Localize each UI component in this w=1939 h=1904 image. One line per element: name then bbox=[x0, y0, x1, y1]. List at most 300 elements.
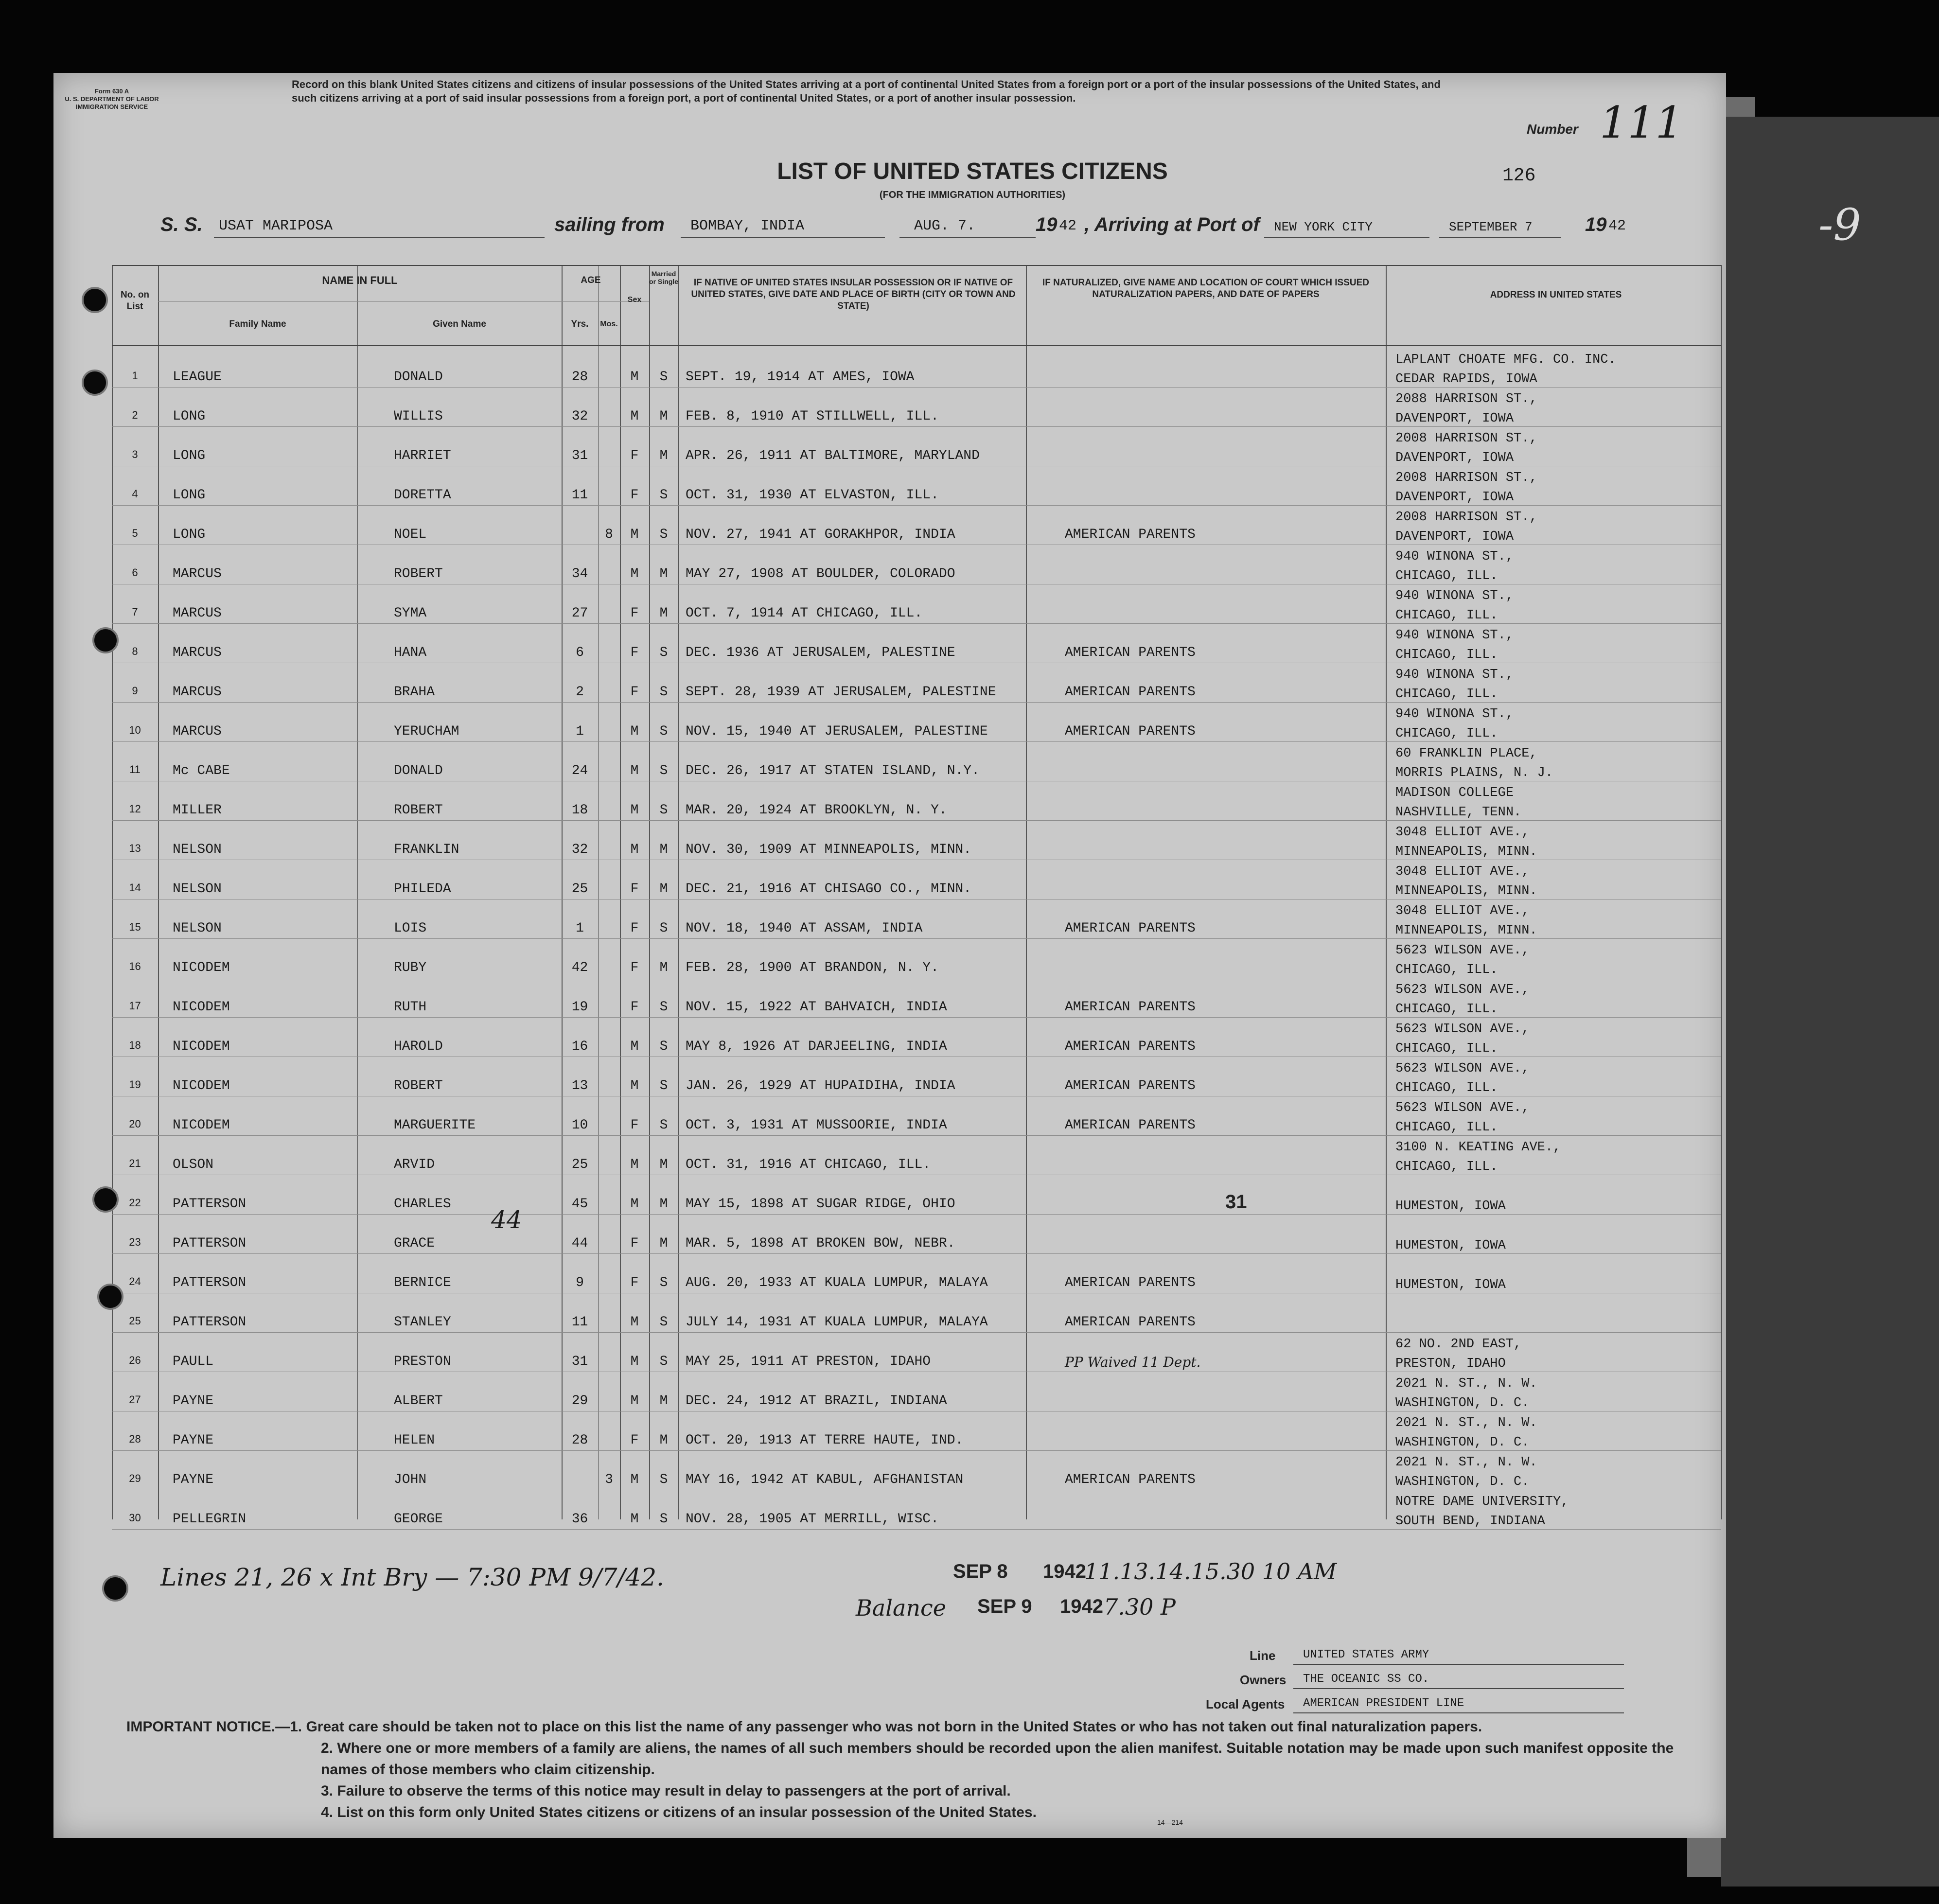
address-line-2: DAVENPORT, IOWA bbox=[1395, 451, 1514, 465]
family-name: LEAGUE bbox=[173, 370, 222, 385]
family-name: NELSON bbox=[173, 881, 222, 897]
row-number: 7 bbox=[132, 606, 138, 618]
charles-note: 44 bbox=[491, 1206, 522, 1234]
footer-code: 14—214 bbox=[1157, 1818, 1183, 1826]
birth-info: MAY 25, 1911 AT PRESTON, IDAHO bbox=[686, 1354, 931, 1369]
sex: F bbox=[630, 448, 639, 463]
age-years: 25 bbox=[571, 881, 588, 897]
age-years: 11 bbox=[571, 488, 588, 503]
sex: M bbox=[630, 1039, 639, 1054]
address-line-1: 3100 N. KEATING AVE., bbox=[1395, 1140, 1561, 1155]
birth-info: SEPT. 28, 1939 AT JERUSALEM, PALESTINE bbox=[686, 685, 996, 700]
notice-1: 1. Great care should be taken not to place on this list the name of any passenger who was not born in the United States or who has not taken out final naturalization papers. bbox=[290, 1719, 1482, 1735]
arr-year-prefix: 19 bbox=[1585, 214, 1607, 235]
age-years: 1 bbox=[576, 724, 584, 739]
age-years: 36 bbox=[571, 1512, 588, 1527]
address-line-2: CHICAGO, ILL. bbox=[1395, 648, 1498, 662]
family-name: MARCUS bbox=[173, 685, 222, 700]
header-mos: Mos. bbox=[600, 320, 618, 328]
age-years: 32 bbox=[571, 409, 588, 424]
number-value: 111 bbox=[1600, 97, 1683, 148]
family-name: LONG bbox=[173, 409, 206, 424]
given-name: LOIS bbox=[394, 921, 427, 936]
row-number: 9 bbox=[132, 685, 138, 697]
birth-info: OCT. 7, 1914 AT CHICAGO, ILL. bbox=[686, 606, 923, 621]
address-line-2: WASHINGTON, D. C. bbox=[1395, 1475, 1530, 1489]
sex: F bbox=[630, 1433, 639, 1448]
row-number: 10 bbox=[129, 724, 141, 736]
page-title: LIST OF UNITED STATES CITIZENS bbox=[777, 159, 1168, 184]
family-name: PAYNE bbox=[173, 1433, 214, 1448]
address-line-2: HUMESTON, IOWA bbox=[1395, 1199, 1506, 1214]
notice-3: 3. Failure to observe the terms of this notice may result in delay to passengers at the port of arrival. bbox=[321, 1783, 1011, 1799]
sex: M bbox=[630, 409, 639, 424]
address-line-2: CHICAGO, ILL. bbox=[1395, 1160, 1498, 1174]
family-name: PATTERSON bbox=[173, 1197, 247, 1212]
birth-info: AUG. 20, 1933 AT KUALA LUMPUR, MALAYA bbox=[686, 1275, 988, 1290]
address-line-2: CHICAGO, ILL. bbox=[1395, 687, 1498, 702]
given-name: DORETTA bbox=[394, 488, 451, 503]
naturalization-info: AMERICAN PARENTS bbox=[1065, 1315, 1196, 1330]
arrival-date: SEPTEMBER 7 bbox=[1449, 220, 1533, 234]
row-number: 3 bbox=[132, 448, 138, 460]
row-number: 24 bbox=[129, 1275, 141, 1287]
address-line-1: 940 WINONA ST., bbox=[1395, 549, 1514, 564]
given-name: PRESTON bbox=[394, 1354, 451, 1369]
given-name: CHARLES bbox=[394, 1197, 451, 1212]
address-line-2: MINNEAPOLIS, MINN. bbox=[1395, 845, 1537, 859]
notice-4: 4. List on this form only United States citizens or citizens of an insular possession of the United States. bbox=[321, 1804, 1037, 1820]
sex: M bbox=[630, 1393, 639, 1409]
binder-hole bbox=[92, 1186, 119, 1213]
marital-status: S bbox=[659, 1315, 668, 1330]
agents-value: AMERICAN PRESIDENT LINE bbox=[1303, 1697, 1464, 1710]
row-number: 23 bbox=[129, 1236, 141, 1248]
marital-status: S bbox=[659, 1354, 668, 1369]
header-address: ADDRESS IN UNITED STATES bbox=[1490, 290, 1622, 300]
row-number: 1 bbox=[132, 370, 138, 382]
marital-status: S bbox=[659, 488, 668, 503]
age-years: 42 bbox=[571, 960, 588, 975]
given-name: GEORGE bbox=[394, 1512, 443, 1527]
address-line-1: 2021 N. ST., N. W. bbox=[1395, 1455, 1537, 1470]
address-line-2: CHICAGO, ILL. bbox=[1395, 726, 1498, 741]
address-line-2: PRESTON, IDAHO bbox=[1395, 1357, 1506, 1371]
address-line-1: 5623 WILSON AVE., bbox=[1395, 1101, 1530, 1115]
sex: F bbox=[630, 960, 639, 975]
address-line-1: 2008 HARRISON ST., bbox=[1395, 431, 1537, 446]
age-years: 24 bbox=[571, 763, 588, 778]
sex: M bbox=[630, 842, 639, 857]
age-years: 18 bbox=[571, 803, 588, 818]
marital-status: S bbox=[659, 1512, 668, 1527]
form-number: Form 630 A bbox=[94, 88, 129, 95]
address-line-1: 2088 HARRISON ST., bbox=[1395, 392, 1537, 406]
marital-status: S bbox=[659, 645, 668, 660]
binder-hole bbox=[102, 1575, 128, 1602]
birth-info: MAR. 20, 1924 AT BROOKLYN, N. Y. bbox=[686, 803, 947, 818]
age-years: 28 bbox=[571, 370, 588, 385]
sex: M bbox=[630, 1472, 639, 1487]
naturalization-info: AMERICAN PARENTS bbox=[1065, 1118, 1196, 1133]
family-name: MILLER bbox=[173, 803, 222, 818]
address-line-1: NOTRE DAME UNIVERSITY, bbox=[1395, 1495, 1569, 1509]
marital-status: M bbox=[659, 881, 668, 897]
address-line-2: DAVENPORT, IOWA bbox=[1395, 529, 1514, 544]
from-label: sailing from bbox=[554, 214, 665, 235]
line-label: Line bbox=[1250, 1648, 1276, 1663]
birth-info: NOV. 28, 1905 AT MERRILL, WISC. bbox=[686, 1512, 939, 1527]
age-years: 34 bbox=[571, 566, 588, 582]
side-mark: -9 bbox=[1818, 199, 1861, 250]
birth-info: OCT. 31, 1916 AT CHICAGO, ILL. bbox=[686, 1157, 931, 1172]
stamp-31: 31 bbox=[1225, 1191, 1247, 1213]
header-married: Married or Single bbox=[649, 270, 678, 285]
birth-info: JAN. 26, 1929 AT HUPAIDIHA, INDIA bbox=[686, 1078, 955, 1093]
address-line-1: 5623 WILSON AVE., bbox=[1395, 983, 1530, 997]
sex: M bbox=[630, 1512, 639, 1527]
address-line-1: 5623 WILSON AVE., bbox=[1395, 1061, 1530, 1076]
owners-label: Owners bbox=[1240, 1673, 1287, 1687]
header-name: NAME IN FULL bbox=[322, 274, 398, 286]
address-line-2: DAVENPORT, IOWA bbox=[1395, 411, 1514, 426]
age-years: 1 bbox=[576, 921, 584, 936]
given-name: WILLIS bbox=[394, 409, 443, 424]
family-name: LONG bbox=[173, 527, 206, 542]
given-name: ALBERT bbox=[394, 1393, 443, 1409]
header-no: No. on List bbox=[120, 290, 150, 312]
birth-info: DEC. 21, 1916 AT CHISAGO CO., MINN. bbox=[686, 881, 972, 897]
address-line-1: 5623 WILSON AVE., bbox=[1395, 943, 1530, 958]
naturalization-info: AMERICAN PARENTS bbox=[1065, 921, 1196, 936]
form-id bbox=[58, 88, 165, 111]
birth-info: NOV. 30, 1909 AT MINNEAPOLIS, MINN. bbox=[686, 842, 972, 857]
address-line-1: LAPLANT CHOATE MFG. CO. INC. bbox=[1395, 353, 1616, 367]
family-name: MARCUS bbox=[173, 566, 222, 582]
row-number: 4 bbox=[132, 488, 138, 500]
naturalization-info: AMERICAN PARENTS bbox=[1065, 1275, 1196, 1290]
address-line-2: MORRIS PLAINS, N. J. bbox=[1395, 766, 1553, 780]
row-number: 19 bbox=[129, 1078, 141, 1091]
row-number: 17 bbox=[129, 1000, 141, 1012]
marital-status: M bbox=[659, 566, 668, 582]
age-years: 19 bbox=[571, 1000, 588, 1015]
row-number: 12 bbox=[129, 803, 141, 815]
given-name: HANA bbox=[394, 645, 427, 660]
row-number: 2 bbox=[132, 409, 138, 421]
naturalization-info: PP Waived 11 Dept. bbox=[1065, 1354, 1201, 1370]
row-number: 21 bbox=[129, 1157, 141, 1169]
family-name: MARCUS bbox=[173, 724, 222, 739]
stamp-sep9: SEP 9 bbox=[977, 1596, 1032, 1617]
given-name: PHILEDA bbox=[394, 881, 451, 897]
passenger-table bbox=[112, 265, 1721, 1529]
stamp-1942-b: 1942 bbox=[1060, 1596, 1103, 1617]
address-line-2: HUMESTON, IOWA bbox=[1395, 1278, 1506, 1292]
row-number: 8 bbox=[132, 645, 138, 657]
address-line-1: 940 WINONA ST., bbox=[1395, 589, 1514, 603]
sex: M bbox=[630, 1354, 639, 1369]
birth-info: MAY 15, 1898 AT SUGAR RIDGE, OHIO bbox=[686, 1197, 955, 1212]
sex: F bbox=[630, 645, 639, 660]
arr-year-value: 42 bbox=[1608, 218, 1626, 234]
naturalization-info: AMERICAN PARENTS bbox=[1065, 1000, 1196, 1015]
family-name: PELLEGRIN bbox=[173, 1512, 247, 1527]
birth-info: NOV. 27, 1941 AT GORAKHPOR, INDIA bbox=[686, 527, 955, 542]
birth-info: OCT. 20, 1913 AT TERRE HAUTE, IND. bbox=[686, 1433, 964, 1448]
row-number: 30 bbox=[129, 1512, 141, 1524]
marital-status: M bbox=[659, 1157, 668, 1172]
birth-info: OCT. 31, 1930 AT ELVASTON, ILL. bbox=[686, 488, 939, 503]
address-line-2: CHICAGO, ILL. bbox=[1395, 963, 1498, 977]
address-line-2: CHICAGO, ILL. bbox=[1395, 569, 1498, 583]
agents-label: Local Agents bbox=[1206, 1697, 1285, 1711]
row-number: 25 bbox=[129, 1315, 141, 1327]
family-name: Mc CABE bbox=[173, 763, 230, 778]
balance-note: Balance bbox=[856, 1595, 946, 1621]
age-months: 8 bbox=[605, 527, 613, 542]
marital-status: M bbox=[659, 409, 668, 424]
given-name: NOEL bbox=[394, 527, 427, 542]
row-number: 18 bbox=[129, 1039, 141, 1051]
marital-status: S bbox=[659, 921, 668, 936]
family-name: MARCUS bbox=[173, 645, 222, 660]
family-name: LONG bbox=[173, 448, 206, 463]
address-line-1: 3048 ELLIOT AVE., bbox=[1395, 825, 1530, 840]
marital-status: S bbox=[659, 803, 668, 818]
birth-info: FEB. 8, 1910 AT STILLWELL, ILL. bbox=[686, 409, 939, 424]
family-name: PATTERSON bbox=[173, 1315, 247, 1330]
year-prefix: 19 bbox=[1036, 214, 1058, 235]
family-name: NICODEM bbox=[173, 1039, 230, 1054]
address-line-1: 3048 ELLIOT AVE., bbox=[1395, 904, 1530, 918]
marital-status: S bbox=[659, 1118, 668, 1133]
row-number: 27 bbox=[129, 1393, 141, 1406]
row-number: 13 bbox=[129, 842, 141, 854]
stamp-number: 126 bbox=[1502, 165, 1536, 186]
address-line-2: CHICAGO, ILL. bbox=[1395, 1041, 1498, 1056]
family-name: PATTERSON bbox=[173, 1275, 247, 1290]
marital-status: M bbox=[659, 448, 668, 463]
naturalization-info: AMERICAN PARENTS bbox=[1065, 685, 1196, 700]
sex: F bbox=[630, 685, 639, 700]
address-line-2: DAVENPORT, IOWA bbox=[1395, 490, 1514, 505]
sex: F bbox=[630, 881, 639, 897]
row-number: 29 bbox=[129, 1472, 141, 1484]
sex: M bbox=[630, 1157, 639, 1172]
marital-status: S bbox=[659, 1039, 668, 1054]
address-line-1: 2008 HARRISON ST., bbox=[1395, 471, 1537, 485]
important-notice bbox=[126, 1716, 1682, 1823]
sex: F bbox=[630, 1275, 639, 1290]
sex: M bbox=[630, 566, 639, 582]
naturalization-info: AMERICAN PARENTS bbox=[1065, 1078, 1196, 1093]
age-years: 2 bbox=[576, 685, 584, 700]
address-line-2: CHICAGO, ILL. bbox=[1395, 1081, 1498, 1095]
marital-status: M bbox=[659, 1433, 668, 1448]
notice-title: IMPORTANT NOTICE.— bbox=[126, 1719, 290, 1735]
sailing-date: AUG. 7. bbox=[914, 218, 976, 234]
stamp-sep8: SEP 8 bbox=[953, 1561, 1008, 1582]
given-name: JOHN bbox=[394, 1472, 427, 1487]
row-number: 28 bbox=[129, 1433, 141, 1445]
number-label: Number bbox=[1527, 122, 1578, 137]
header-naturalized: IF NATURALIZED, GIVE NAME AND LOCATION OF COURT WHICH ISSUED NATURALIZATION PAPERS, AND DATE OF PAPERS bbox=[1042, 278, 1369, 300]
address-line-2: SOUTH BEND, INDIANA bbox=[1395, 1514, 1545, 1529]
row-number: 16 bbox=[129, 960, 141, 972]
given-name: YERUCHAM bbox=[394, 724, 459, 739]
marital-status: S bbox=[659, 370, 668, 385]
age-years: 27 bbox=[571, 606, 588, 621]
address-line-2: MINNEAPOLIS, MINN. bbox=[1395, 923, 1537, 938]
page-subtitle: (FOR THE IMMIGRATION AUTHORITIES) bbox=[879, 190, 1066, 200]
sex: M bbox=[630, 527, 639, 542]
sex: F bbox=[630, 1000, 639, 1015]
line-value: UNITED STATES ARMY bbox=[1303, 1648, 1429, 1661]
given-name: MARGUERITE bbox=[394, 1118, 476, 1133]
sex: M bbox=[630, 1315, 639, 1330]
from-port: BOMBAY, INDIA bbox=[690, 218, 805, 234]
birth-info: APR. 26, 1911 AT BALTIMORE, MARYLAND bbox=[686, 448, 980, 463]
birth-info: MAY 8, 1926 AT DARJEELING, INDIA bbox=[686, 1039, 947, 1054]
arrival-port: NEW YORK CITY bbox=[1274, 220, 1373, 234]
sex: F bbox=[630, 921, 639, 936]
address-line-1: 2008 HARRISON ST., bbox=[1395, 510, 1537, 525]
hand-sep9: 7.30 P bbox=[1104, 1594, 1176, 1620]
naturalization-info: AMERICAN PARENTS bbox=[1065, 1039, 1196, 1054]
family-name: NICODEM bbox=[173, 1078, 230, 1093]
header-sex: Sex bbox=[627, 296, 642, 304]
marital-status: S bbox=[659, 1000, 668, 1015]
family-name: MARCUS bbox=[173, 606, 222, 621]
header-birth: IF NATIVE OF UNITED STATES INSULAR POSSESSION OR IF NATIVE OF UNITED STATES, GIVE DATE AND PLACE OF BIRTH (CITY OR TOWN AND STATE) bbox=[691, 278, 1016, 311]
family-name: NELSON bbox=[173, 921, 222, 936]
address-line-1: 940 WINONA ST., bbox=[1395, 707, 1514, 722]
age-years: 45 bbox=[571, 1197, 588, 1212]
sex: M bbox=[630, 724, 639, 739]
marital-status: M bbox=[659, 842, 668, 857]
sex: M bbox=[630, 370, 639, 385]
address-line-1: 3048 ELLIOT AVE., bbox=[1395, 864, 1530, 879]
given-name: SYMA bbox=[394, 606, 427, 621]
address-line-2: WASHINGTON, D. C. bbox=[1395, 1396, 1530, 1410]
header-given: Given Name bbox=[433, 319, 486, 329]
birth-info: DEC. 24, 1912 AT BRAZIL, INDIANA bbox=[686, 1393, 947, 1409]
family-name: NICODEM bbox=[173, 960, 230, 975]
sex: M bbox=[630, 763, 639, 778]
background-page-dark bbox=[1721, 117, 1939, 1886]
address-line-1: 940 WINONA ST., bbox=[1395, 668, 1514, 682]
family-name: PAYNE bbox=[173, 1472, 214, 1487]
marital-status: M bbox=[659, 1236, 668, 1251]
birth-info: MAY 16, 1942 AT KABUL, AFGHANISTAN bbox=[686, 1472, 964, 1487]
marital-status: M bbox=[659, 1197, 668, 1212]
header-yrs: Yrs. bbox=[571, 319, 589, 329]
birth-info: JULY 14, 1931 AT KUALA LUMPUR, MALAYA bbox=[686, 1315, 988, 1330]
arriving-label: , Arriving at Port of bbox=[1084, 214, 1260, 235]
marital-status: S bbox=[659, 1078, 668, 1093]
stamp-1942-a: 1942 bbox=[1043, 1561, 1086, 1582]
row-number: 11 bbox=[129, 763, 141, 776]
age-years: 32 bbox=[571, 842, 588, 857]
row-number: 14 bbox=[129, 881, 141, 894]
marital-status: S bbox=[659, 527, 668, 542]
marital-status: M bbox=[659, 960, 668, 975]
given-name: HARRIET bbox=[394, 448, 451, 463]
birth-info: DEC. 26, 1917 AT STATEN ISLAND, N.Y. bbox=[686, 763, 980, 778]
sex: F bbox=[630, 606, 639, 621]
row-number: 6 bbox=[132, 566, 138, 579]
service: IMMIGRATION SERVICE bbox=[75, 103, 148, 110]
binder-hole bbox=[97, 1284, 123, 1310]
address-line-2: WASHINGTON, D. C. bbox=[1395, 1435, 1530, 1450]
given-name: BRAHA bbox=[394, 685, 435, 700]
marital-status: M bbox=[659, 1393, 668, 1409]
given-name: HAROLD bbox=[394, 1039, 443, 1054]
birth-info: NOV. 15, 1940 AT JERUSALEM, PALESTINE bbox=[686, 724, 988, 739]
birth-info: DEC. 1936 AT JERUSALEM, PALESTINE bbox=[686, 645, 955, 660]
sex: M bbox=[630, 1197, 639, 1212]
given-name: RUTH bbox=[394, 1000, 427, 1015]
birth-info: FEB. 28, 1900 AT BRANDON, N. Y. bbox=[686, 960, 939, 975]
age-months: 3 bbox=[605, 1472, 613, 1487]
age-years: 31 bbox=[571, 448, 588, 463]
sex: F bbox=[630, 1236, 639, 1251]
sex: F bbox=[630, 1118, 639, 1133]
age-years: 28 bbox=[571, 1433, 588, 1448]
birth-info: MAY 27, 1908 AT BOULDER, COLORADO bbox=[686, 566, 955, 582]
marital-status: S bbox=[659, 724, 668, 739]
address-line-1: 2021 N. ST., N. W. bbox=[1395, 1416, 1537, 1430]
address-line-2: CEDAR RAPIDS, IOWA bbox=[1395, 372, 1537, 387]
family-name: NICODEM bbox=[173, 1000, 230, 1015]
row-number: 20 bbox=[129, 1118, 141, 1130]
notice-2: 2. Where one or more members of a family are aliens, the names of all such members should be recorded upon the alien manifest. Suitable notation may be made upon such manifest opposite the names of those members who claim citizenship. bbox=[321, 1740, 1674, 1778]
sex: F bbox=[630, 488, 639, 503]
marital-status: S bbox=[659, 1472, 668, 1487]
intro-text: Record on this blank United States citizens and citizens of insular possessions of the United States arriving at a port of continental United States from a foreign port or a port of the insular possessions of the United States, and such citizens arriving at a port of said insular possessions from a foreign port, a port of continental United States, or a port of another insular possession. bbox=[292, 78, 1441, 104]
row-number: 26 bbox=[129, 1354, 141, 1366]
ss-label: S. S. bbox=[160, 214, 203, 235]
given-name: ROBERT bbox=[394, 803, 443, 818]
given-name: STANLEY bbox=[394, 1315, 451, 1330]
given-name: HELEN bbox=[394, 1433, 435, 1448]
family-name: NELSON bbox=[173, 842, 222, 857]
marital-status: S bbox=[659, 763, 668, 778]
given-name: ROBERT bbox=[394, 1078, 443, 1093]
naturalization-info: AMERICAN PARENTS bbox=[1065, 1472, 1196, 1487]
family-name: PATTERSON bbox=[173, 1236, 247, 1251]
age-years: 16 bbox=[571, 1039, 588, 1054]
vessel-name: USAT MARIPOSA bbox=[219, 218, 333, 234]
bottom-hand-note: Lines 21, 26 x Int Bry — 7:30 PM 9/7/42. bbox=[160, 1563, 664, 1591]
address-line-2: CHICAGO, ILL. bbox=[1395, 1002, 1498, 1017]
header-age: AGE bbox=[581, 275, 601, 285]
binder-hole bbox=[82, 370, 108, 396]
given-name: ROBERT bbox=[394, 566, 443, 582]
given-name: BERNICE bbox=[394, 1275, 451, 1290]
family-name: LONG bbox=[173, 488, 206, 503]
given-name: GRACE bbox=[394, 1236, 435, 1251]
row-number: 5 bbox=[132, 527, 138, 539]
birth-info: NOV. 15, 1922 AT BAHVAICH, INDIA bbox=[686, 1000, 947, 1015]
naturalization-info: AMERICAN PARENTS bbox=[1065, 527, 1196, 542]
sex: M bbox=[630, 1078, 639, 1093]
given-name: DONALD bbox=[394, 370, 443, 385]
address-line-2: HUMESTON, IOWA bbox=[1395, 1238, 1506, 1253]
owners-value: THE OCEANIC SS CO. bbox=[1303, 1673, 1429, 1686]
age-years: 44 bbox=[571, 1236, 588, 1251]
